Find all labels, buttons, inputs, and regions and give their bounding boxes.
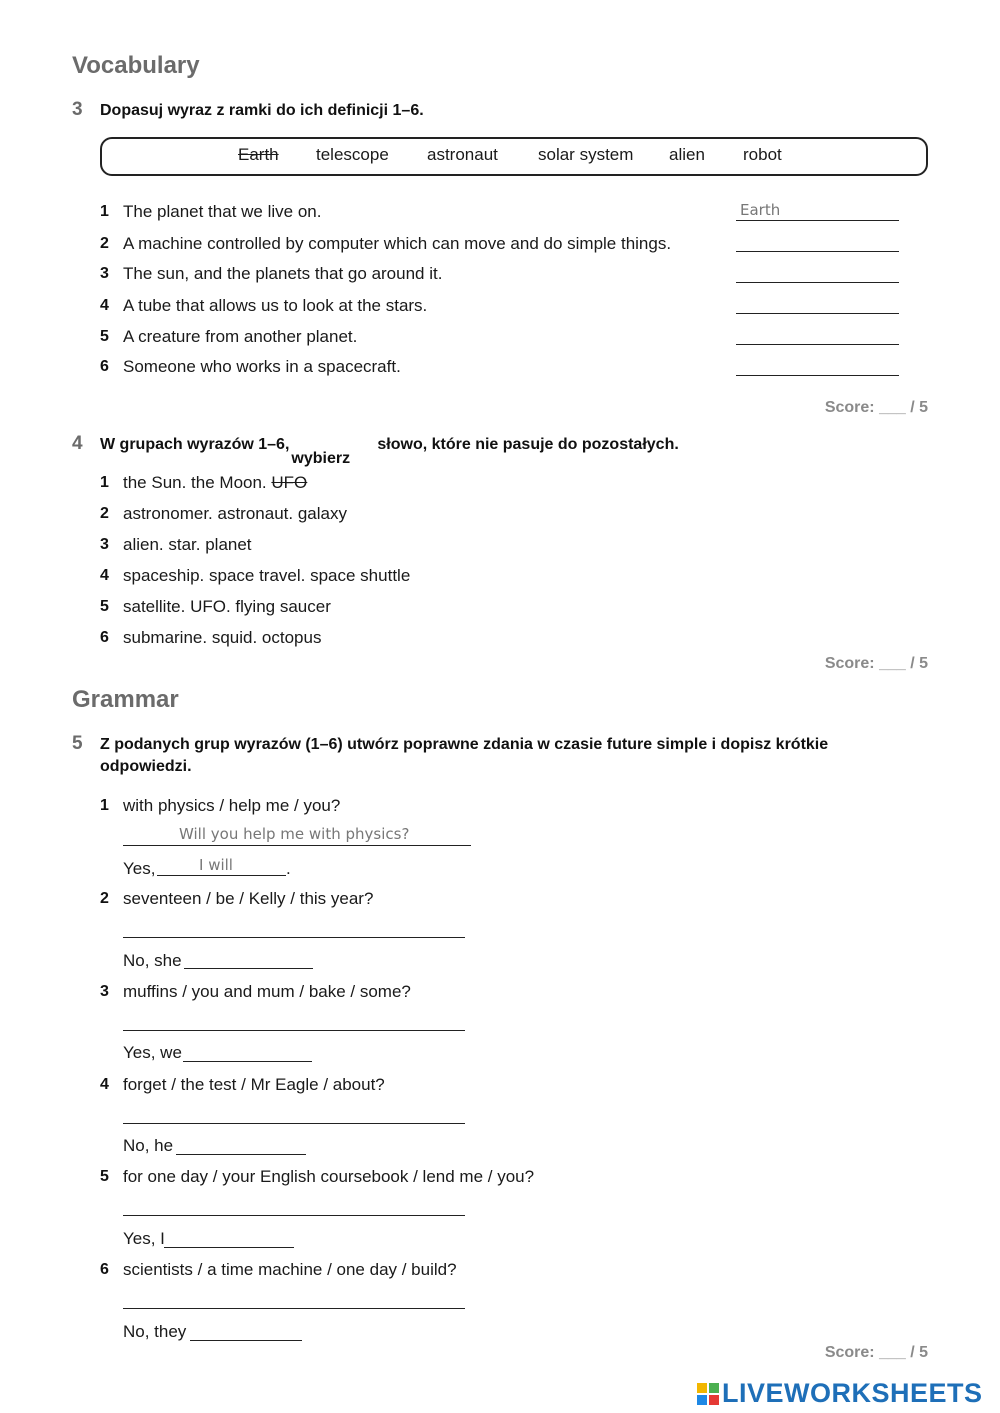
ex3-item-number: 2 <box>100 235 109 252</box>
exercise-3-number: 3 <box>72 99 83 120</box>
exercise-4-instruction-part-a: W grupach wyrazów 1–6, <box>100 436 290 453</box>
ex3-item-number: 4 <box>100 297 109 314</box>
ex5-item-prompt: for one day / your English coursebook / lend me / you? <box>123 1167 535 1186</box>
word-box-item-robot: robot <box>743 145 782 164</box>
ex5-short-answer-prefix: No, they <box>123 1322 187 1341</box>
ex5-item-prompt: muffins / you and mum / bake / some? <box>123 982 411 1001</box>
word-box-item-alien: alien <box>669 145 705 164</box>
ex4-item-text <box>123 473 307 493</box>
ex5-item-number: 4 <box>100 1076 109 1093</box>
word-box-item-earth: Earth <box>238 145 279 164</box>
ex4-item-1-words: the Sun. the Moon. <box>123 473 267 492</box>
ex5-short-answer-prefix: Yes, <box>123 859 156 878</box>
ex5-item-number: 3 <box>100 983 109 1000</box>
ex5-short-answer-3-input[interactable] <box>183 1040 312 1062</box>
ex4-item-1-crossed-word[interactable]: UFO <box>271 473 308 492</box>
word-box-item-solar-system: solar system <box>538 145 634 164</box>
ex5-score: Score: ___ / 5 <box>824 1344 928 1361</box>
ex5-short-answer-2-input[interactable] <box>184 947 313 969</box>
ex5-short-answer-prefix: No, she <box>123 951 182 970</box>
exercise-4-number: 4 <box>72 433 83 454</box>
section-title-vocabulary: Vocabulary <box>72 52 200 79</box>
ex4-item-number: 3 <box>100 536 109 553</box>
word-box-item-astronaut: astronaut <box>427 145 498 164</box>
exercise-5-instruction-line-1: Z podanych grup wyrazów (1–6) utwórz poprawne zdania w czasie future simple i dopisz krótkie <box>100 736 829 753</box>
ex4-score: Score: ___ / 5 <box>824 655 928 672</box>
word-box-item-telescope: telescope <box>316 145 389 164</box>
ex3-item-text: Someone who works in a spacecraft. <box>123 357 401 376</box>
ex5-item-number: 5 <box>100 1168 109 1185</box>
ex4-item-text[interactable]: satellite. UFO. flying saucer <box>123 597 331 616</box>
exercise-4-filled-word: wybierz <box>291 450 351 467</box>
ex5-short-answer-prefix: Yes, I <box>123 1229 165 1248</box>
ex5-sentence-5-input[interactable] <box>123 1194 465 1216</box>
word-box <box>100 137 928 176</box>
ex5-sentence-2-input[interactable] <box>123 916 465 938</box>
exercise-5-instruction-line-2: odpowiedzi. <box>100 758 192 775</box>
ex4-item-text[interactable]: submarine. squid. octopus <box>123 628 322 647</box>
section-title-grammar: Grammar <box>72 686 179 713</box>
ex4-item-number: 1 <box>100 474 109 491</box>
exercise-4-instruction-part-b: słowo, które nie pasuje do pozostałych. <box>377 436 679 453</box>
ex3-item-number: 5 <box>100 328 109 345</box>
ex4-item-text[interactable]: spaceship. space travel. space shuttle <box>123 566 411 585</box>
ex5-item-prompt: with physics / help me / you? <box>123 796 341 815</box>
liveworksheets-logo-text: LIVEWORKSHEETS <box>722 1378 983 1408</box>
liveworksheets-logo-icon <box>697 1383 719 1405</box>
ex5-short-answer-period: . <box>286 859 291 878</box>
ex5-sentence-1-input[interactable] <box>123 823 471 846</box>
ex4-item-text[interactable]: alien. star. planet <box>123 535 252 554</box>
ex4-item-number: 4 <box>100 567 109 584</box>
ex5-sentence-6-input[interactable] <box>123 1287 465 1309</box>
ex5-item-number: 1 <box>100 797 109 814</box>
ex3-item-text: A tube that allows us to look at the stars. <box>123 296 428 315</box>
ex5-item-number: 6 <box>100 1261 109 1278</box>
ex3-answer-3-input[interactable] <box>736 261 899 283</box>
ex3-item-text: A machine controlled by computer which can move and do simple things. <box>123 234 672 253</box>
ex5-short-answer-6-input[interactable] <box>190 1319 302 1341</box>
ex5-item-prompt: scientists / a time machine / one day / build? <box>123 1260 457 1279</box>
ex4-item-number: 5 <box>100 598 109 615</box>
ex3-answer-1-input[interactable] <box>736 199 899 221</box>
ex5-sentence-3-input[interactable] <box>123 1009 465 1031</box>
ex5-short-answer-5-input[interactable] <box>164 1226 294 1248</box>
ex5-item-prompt: seventeen / be / Kelly / this year? <box>123 889 374 908</box>
ex5-short-answer-1-input[interactable] <box>157 854 286 876</box>
ex3-answer-2-input[interactable] <box>736 230 899 252</box>
ex5-sentence-4-input[interactable] <box>123 1102 465 1124</box>
exercise-3-instruction: Dopasuj wyraz z ramki do ich definicji 1–6. <box>100 102 424 119</box>
exercise-5-number: 5 <box>72 733 83 754</box>
ex3-item-text: The sun, and the planets that go around it. <box>123 264 443 283</box>
ex3-item-number: 6 <box>100 358 109 375</box>
ex5-item-prompt: forget / the test / Mr Eagle / about? <box>123 1075 385 1094</box>
ex5-short-answer-prefix: No, he <box>123 1136 174 1155</box>
ex5-item-number: 2 <box>100 890 109 907</box>
ex3-answer-6-input[interactable] <box>736 354 899 376</box>
ex3-answer-5-input[interactable] <box>736 323 899 345</box>
ex4-item-number: 6 <box>100 629 109 646</box>
ex5-short-answer-4-input[interactable] <box>176 1133 306 1155</box>
ex3-answer-4-input[interactable] <box>736 292 899 314</box>
ex3-score: Score: ___ / 5 <box>824 399 928 416</box>
ex3-item-number: 3 <box>100 265 109 282</box>
ex3-item-number: 1 <box>100 203 109 220</box>
ex3-item-text: The planet that we live on. <box>123 202 322 221</box>
liveworksheets-logo[interactable] <box>697 1378 983 1409</box>
ex5-short-answer-prefix: Yes, we <box>123 1043 182 1062</box>
ex4-item-text[interactable]: astronomer. astronaut. galaxy <box>123 504 347 523</box>
ex3-item-text: A creature from another planet. <box>123 327 358 346</box>
ex4-item-number: 2 <box>100 505 109 522</box>
exercise-4-instruction <box>100 436 679 467</box>
